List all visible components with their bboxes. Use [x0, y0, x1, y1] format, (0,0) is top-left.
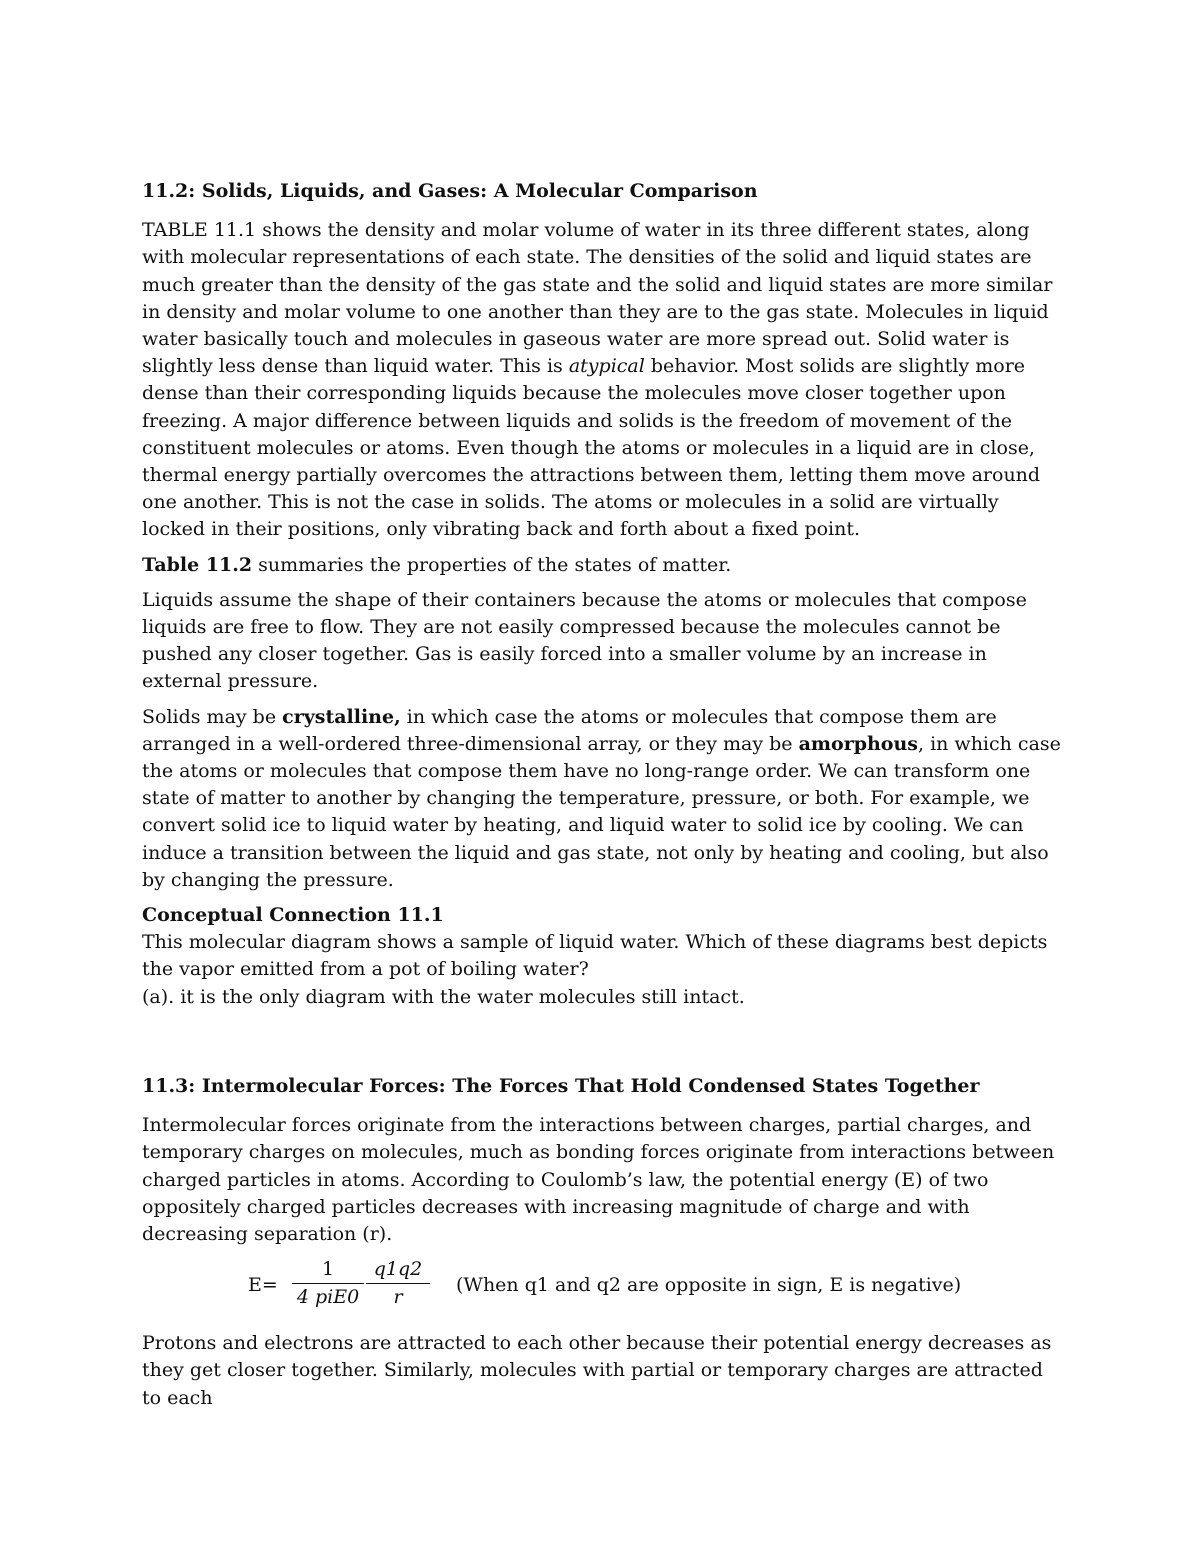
paragraph-text: summaries the properties of the states of matter.	[252, 553, 732, 576]
fraction-numerator: q1q2	[373, 1258, 423, 1281]
fraction-denominator: r	[366, 1283, 430, 1311]
document-page	[142, 178, 1067, 1420]
section-11-3-heading: 11.3: Intermolecular Forces: The Forces That Hold Condensed States Together	[142, 1074, 980, 1097]
conceptual-connection	[142, 902, 1067, 1011]
conceptual-connection-question: This molecular diagram shows a sample of liquid water. Which of these diagrams best depicts the vapor emitted from a pot of boiling water?	[142, 931, 1048, 981]
paragraph-protons-electrons: Protons and electrons are attracted to each other because their potential energy decreases as they get closer together. Similarly, molecules with partial or temporary charges are attracted to each	[142, 1332, 1052, 1409]
paragraph-text: in which case the atoms or molecules that compose them are arranged in a well-ordered three-dimensional array, or they may be	[142, 705, 997, 755]
section-11-2-heading: 11.2: Solids, Liquids, and Gases: A Molecular Comparison	[142, 180, 758, 202]
paragraph-table-11-1	[142, 217, 1067, 543]
paragraph-text: , in which case the atoms or molecules that compose them have no long-range order. We can transform one state of matter to another by changing the temperature, pressure, or both. For example, we convert solid ice to liquid water by heating, and liquid water to solid ice by cooling. We can induce a transition between the liquid and gas state, not only by heating and cooling, but also by changing the pressure.	[142, 732, 1061, 891]
conceptual-connection-answer: (a). it is the only diagram with the water molecules still intact.	[142, 985, 745, 1008]
paragraph-text: Solids may be	[142, 705, 283, 728]
equation-lhs: E=	[248, 1274, 278, 1297]
fraction-charges	[366, 1256, 430, 1311]
fraction-constant	[292, 1256, 364, 1311]
italic-term-atypical: atypical	[568, 355, 645, 378]
coulomb-equation	[142, 1256, 1067, 1322]
paragraph-text: behavior. Most solids are slightly more dense than their corresponding liquids because the molecules move closer together upon freezing. A major difference between liquids and solids is the freedom of movement of the constituent molecules or atoms. Even though the atoms or molecules in a liquid are in close, thermal energy partially overcomes the attractions between them, letting them move around one another. This is not the case in solids. The atoms or molecules in a solid are virtually locked in their positions, only vibrating back and forth about a fixed point.	[142, 355, 1041, 541]
bold-term-crystalline: crystalline,	[282, 705, 401, 728]
fraction-numerator: 1	[321, 1258, 335, 1281]
fraction-denominator: 4 piE0	[292, 1283, 364, 1311]
paragraph-intermolecular-forces: Intermolecular forces originate from the interactions between charges, partial charges, and temporary charges on molecules, much as bonding forces originate from interactions between charged particles in atoms. According to Coulomb’s law, the potential energy (E) of two oppositely charged particles decreases with increasing magnitude of charge and with decreasing separation (r).	[142, 1114, 1055, 1245]
bold-term-table-11-2: Table 11.2	[142, 553, 253, 576]
section-spacer	[142, 1019, 1067, 1073]
paragraph-table-11-2	[142, 552, 1067, 579]
equation-note: (When q1 and q2 are opposite in sign, E is negative)	[456, 1274, 962, 1297]
conceptual-connection-title: Conceptual Connection 11.1	[142, 904, 444, 927]
paragraph-liquids: Liquids assume the shape of their containers because the atoms or molecules that compose liquids are free to flow. They are not easily compressed because the molecules cannot be pushed any closer together. Gas is easily forced into a smaller volume by an increase in external pressure.	[142, 588, 1027, 693]
paragraph-solids	[142, 704, 1067, 894]
paragraph-text: TABLE 11.1 shows the density and molar volume of water in its three different states, along with molecular representations of each state. The densities of the solid and liquid states are much greater than the density of the gas state and the solid and liquid states are more similar in density and molar volume to one another than they are to the gas state. Molecules in liquid water basically touch and molecules in gaseous water are more spread out. Solid water is slightly less dense than liquid water. This is	[142, 219, 1053, 378]
bold-term-amorphous: amorphous	[798, 732, 918, 755]
